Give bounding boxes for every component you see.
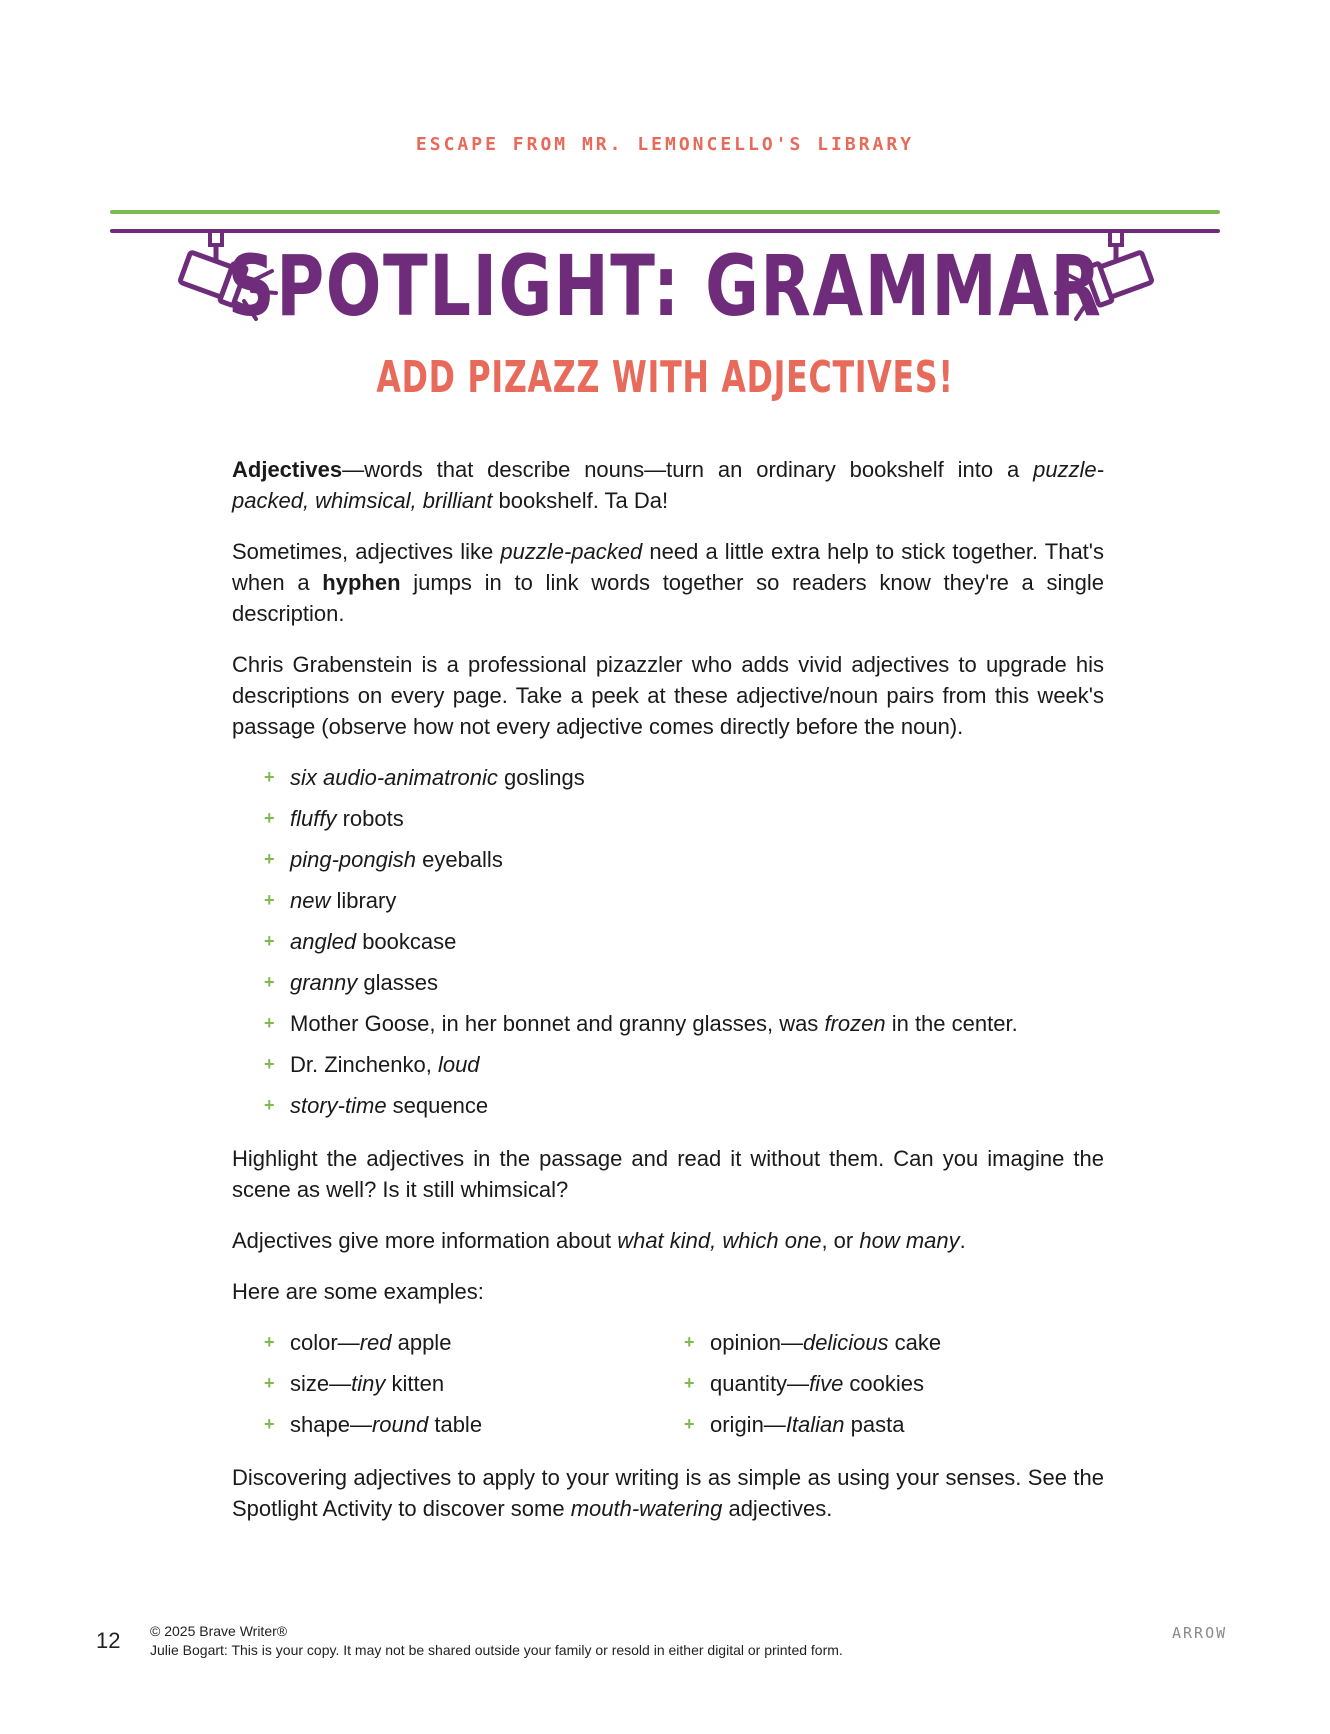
plus-icon: + (264, 931, 275, 951)
list-item: + granny glasses (264, 967, 1104, 1008)
adjective-pairs-list (232, 762, 1104, 1131)
plus-icon: + (684, 1414, 695, 1434)
plus-icon: + (264, 1054, 275, 1074)
examples-list-left (232, 1327, 684, 1450)
plus-icon: + (264, 1373, 275, 1393)
emphasis: puzzle-packed, whimsical, brilliant (232, 457, 1104, 513)
license-notice: Julie Bogart: This is your copy. It may not be shared outside your family or resold in either digital or printed form. (150, 1642, 843, 1658)
plus-icon: + (264, 1414, 275, 1434)
examples-columns (232, 1327, 1104, 1450)
list-item: + size—tiny kitten (264, 1368, 684, 1409)
examples-intro: Here are some examples: (232, 1279, 484, 1304)
footer (150, 1622, 843, 1660)
highlight-paragraph: Highlight the adjectives in the passage and read it without them. Can you imagine the scene as well? Is it still whimsical? (232, 1146, 1104, 1202)
text: bookshelf. Ta Da! (492, 488, 669, 513)
list-item: + shape—round table (264, 1409, 684, 1450)
list-item: + fluffy robots (264, 803, 1104, 844)
plus-icon: + (684, 1332, 695, 1352)
list-item: + new library (264, 885, 1104, 926)
plus-icon: + (264, 1095, 275, 1115)
book-title: ESCAPE FROM MR. LEMONCELLO'S LIBRARY (415, 134, 915, 155)
brand-logo: ARROW (1172, 1624, 1228, 1642)
text: —words that describe nouns—turn an ordinary bookshelf into a (342, 457, 1034, 482)
adjective-info-paragraph: Adjectives give more information about what kind, which one, or how many. (232, 1228, 966, 1253)
text: need a little extra help to stick together. That's when a (232, 539, 1104, 595)
copyright: © 2025 Brave Writer® (150, 1623, 288, 1639)
examples-list-right (684, 1327, 1104, 1450)
page-subtitle: ADD PIZAZZ WITH ADJECTIVES! (376, 352, 954, 403)
list-item: + story-time sequence (264, 1090, 1104, 1131)
list-item: + angled bookcase (264, 926, 1104, 967)
list-item: + Mother Goose, in her bonnet and granny glasses, was frozen in the center. (264, 1008, 1104, 1049)
list-item: + ping-pongish eyeballs (264, 844, 1104, 885)
intro-paragraph-1 (232, 454, 1104, 516)
list-item: + opinion—delicious cake (684, 1327, 1104, 1368)
plus-icon: + (264, 1332, 275, 1352)
page-title: SPOTLIGHT: GRAMMAR (227, 237, 1103, 335)
plus-icon: + (264, 767, 275, 787)
plus-icon: + (264, 808, 275, 828)
green-rule (110, 210, 1220, 214)
list-item: + six audio-animatronic goslings (264, 762, 1104, 803)
text: jumps in to link words together so readers know they're a single description. (232, 570, 1104, 626)
list-item: + quantity—five cookies (684, 1368, 1104, 1409)
intro-paragraph-3: Chris Grabenstein is a professional pizazzler who adds vivid adjectives to upgrade his descriptions on every page. Take a peek at these adjective/noun pairs from this week's passage (observe how not every adjective comes directly before the noun). (232, 652, 1104, 739)
intro-paragraph-2 (232, 536, 1104, 629)
plus-icon: + (684, 1373, 695, 1393)
term-adjectives: Adjectives (232, 457, 343, 482)
term-hyphen: hyphen (322, 570, 401, 595)
closing-paragraph: Discovering adjectives to apply to your writing is as simple as using your senses. See the Spotlight Activity to discover some mouth-watering adjectives. (232, 1465, 1104, 1521)
plus-icon: + (264, 849, 275, 869)
plus-icon: + (264, 890, 275, 910)
emphasis: puzzle-packed (500, 539, 643, 564)
plus-icon: + (264, 1013, 275, 1033)
text: Sometimes, adjectives like (232, 539, 501, 564)
list-item: + Dr. Zinchenko, loud (264, 1049, 1104, 1090)
list-item: + color—red apple (264, 1327, 684, 1368)
plus-icon: + (264, 972, 275, 992)
page-number: 12 (96, 1628, 121, 1653)
list-item: + origin—Italian pasta (684, 1409, 1104, 1450)
main-content (232, 454, 1104, 1524)
